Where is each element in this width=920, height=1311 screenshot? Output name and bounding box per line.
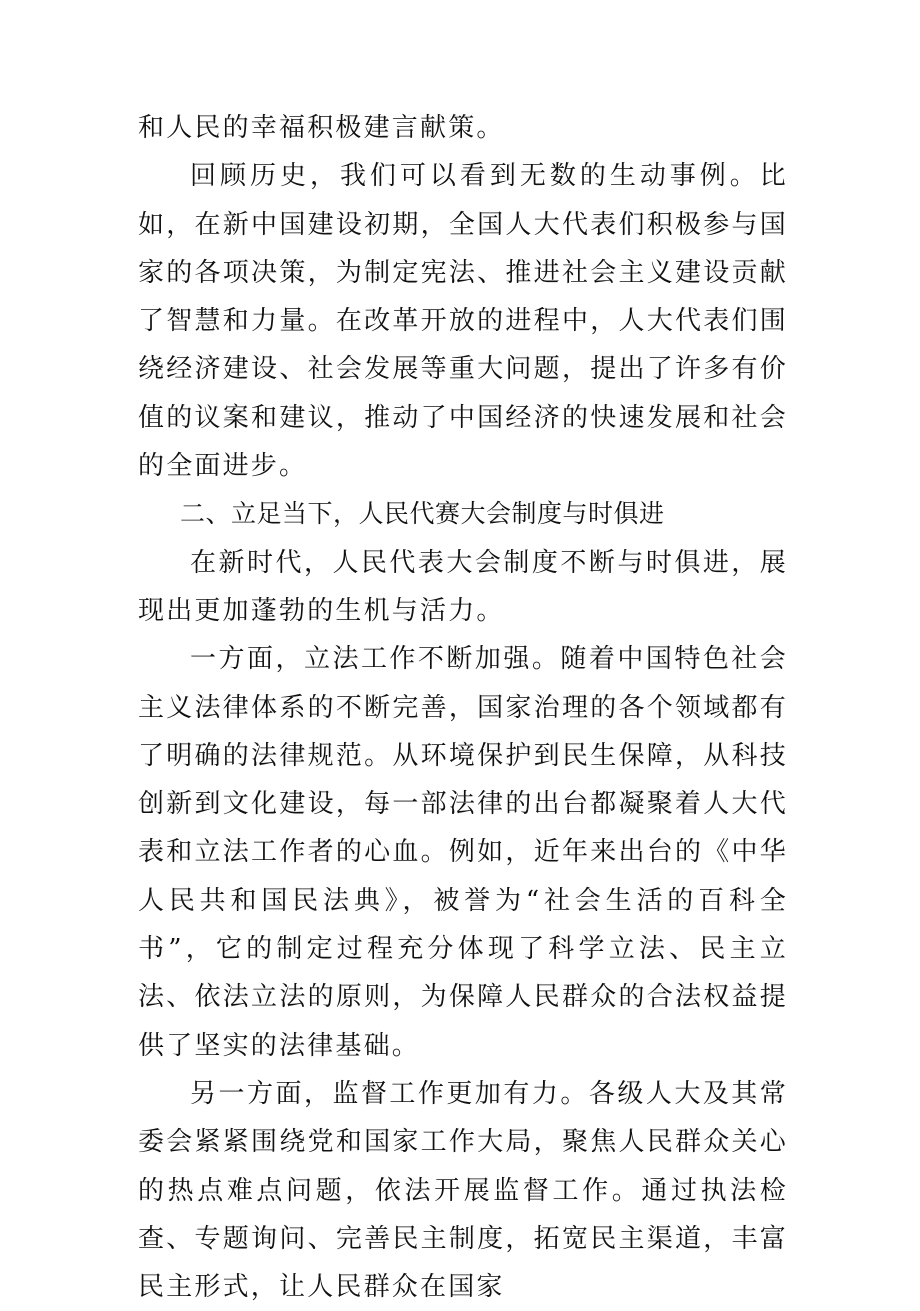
document-body xyxy=(138,104,788,1311)
section-heading-2: 二、立足当下，人民代赛大会制度与时俱进 xyxy=(180,499,665,529)
paragraph-history-examples: 回顾历史，我们可以看到无数的生动事例。比如，在新中国建设初期，全国人大代表们积极参与国家的各项决策，为制定宪法、推进社会主义建设贡献了智慧和力量。在改革开放的进程中，人大代表们围绕经济建设、社会发展等重大问题，提出了许多有价值的议案和建议，推动了中国经济的快速发展和社会的全面进步。 xyxy=(138,161,788,482)
paragraph-supervision: 另一方面，监督工作更加有力。各级人大及其常委会紧紧围绕党和国家工作大局，聚焦人民群众关心的热点难点问题，依法开展监督工作。通过执法检查、专题询问、完善民主制度，拓宽民主渠道，丰富民主形式，让人民群众在国家 xyxy=(138,1078,788,1303)
paragraph-legislation: 一方面，立法工作不断加强。随着中国特色社会主义法律体系的不断完善，国家治理的各个领域都有了明确的法律规范。从环境保护到民生保障，从科技创新到文化建设，每一部法律的出台都凝聚着人大代表和立法工作者的心血。例如，近年来出台的《中华人民共和国民法典》，被誉为“社会生活的百科全书”，它的制定过程充分体现了科学立法、民主立法、依法立法的原则，为保障人民群众的合法权益提供了坚实的法律基础。 xyxy=(138,644,788,1061)
paragraph-new-era: 在新时代，人民代表大会制度不断与时俱进，展现出更加蓬勃的生机与活力。 xyxy=(138,547,788,626)
paragraph-continuation: 和人民的幸福积极建言献策。 xyxy=(138,113,505,143)
